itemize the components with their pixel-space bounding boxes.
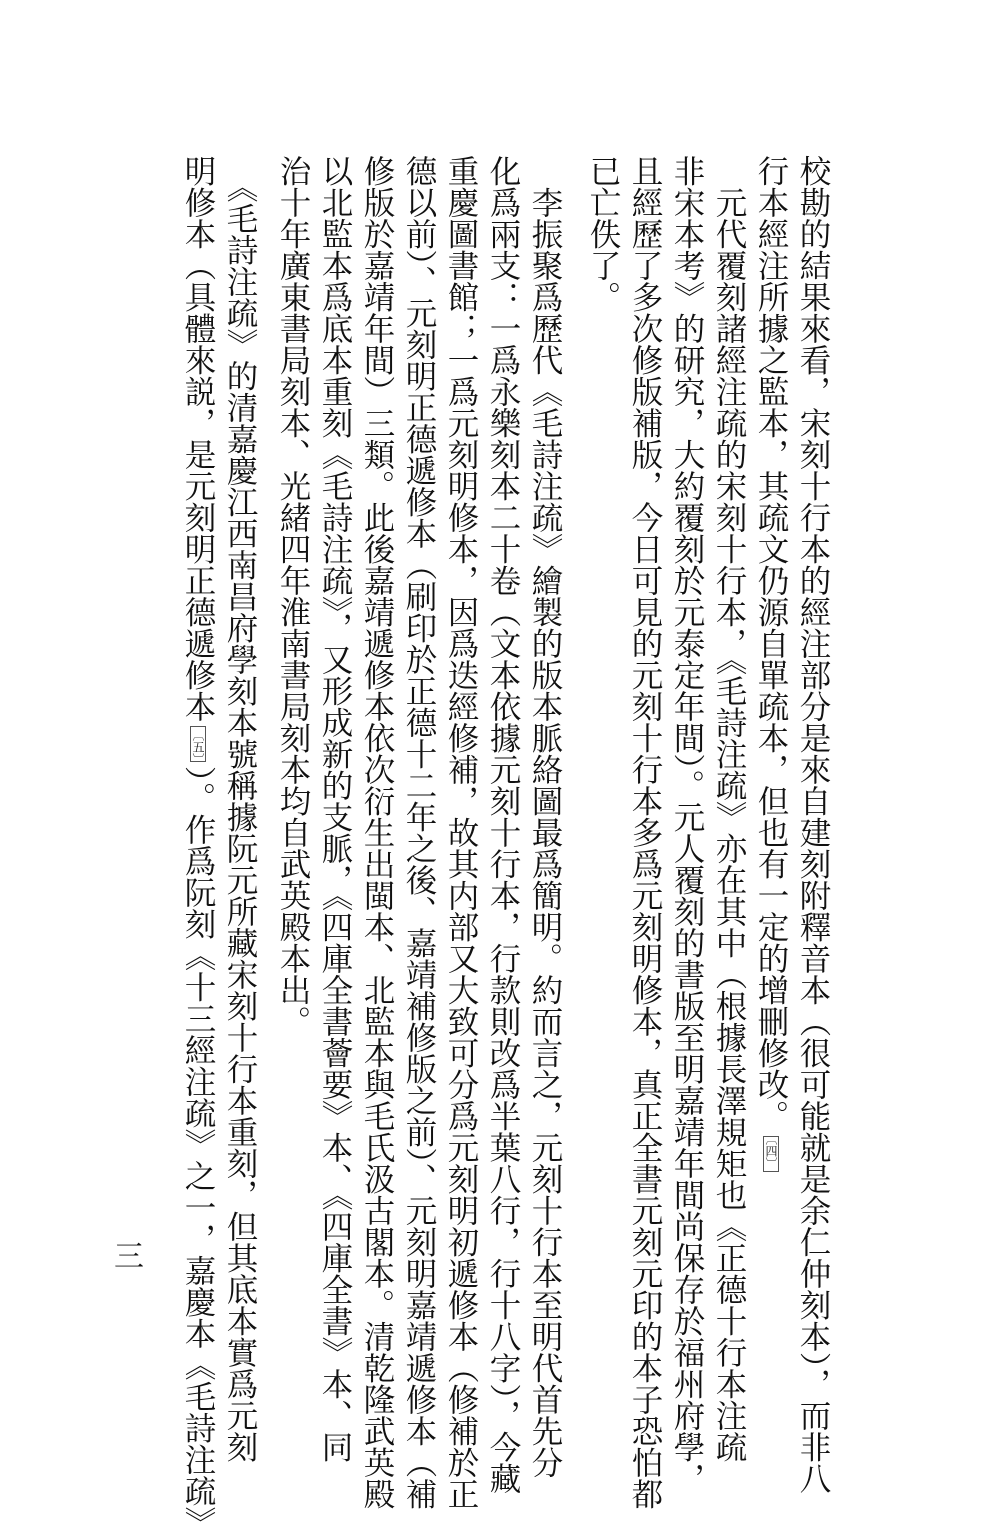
page-number: 三 — [108, 1240, 143, 1270]
column-text: 德以前）、元刻明正德遞修本（刷印於正德十二年之後、嘉靖補修版之前）、元刻明嘉靖遞修本（補 — [401, 155, 437, 1510]
text-column-15 — [178, 155, 218, 1538]
column-text: 修版於嘉靖年間）三類。此後嘉靖遞修本依次衍生出閩本、北監本與毛氏汲古閣本。清乾隆武英殿 — [359, 155, 395, 1510]
column-text: ）。作爲阮刻《十三經注疏》之一，嘉慶本《毛詩注疏》 — [180, 766, 216, 1538]
column-text: 明修本（具體來説，是元刻明正德遞修本 — [180, 155, 216, 722]
footnote-marker: 〔五〕 — [190, 726, 206, 762]
footnote-marker: 〔四〕 — [763, 1136, 779, 1172]
column-text: 非宋本考》的研究，大約覆刻於元泰定年間）。元人覆刻的書版至明嘉靖年間尚保存於福州府學， — [669, 155, 705, 1494]
text-column-12 — [315, 155, 355, 1462]
column-text: 李振聚爲歷代《毛詩注疏》繪製的版本脈絡圖最爲簡明。約而言之，元刻十行本至明代首先分 — [527, 155, 563, 1478]
column-text: 治十年廣東書局刻本、光緒四年淮南書局刻本均自武英殿本出。 — [275, 155, 311, 1037]
column-text: 以北監本爲底本重刻《毛詩注疏》，又形成新的支脈，《四庫全書薈要》本、《四庫全書》本、同 — [317, 155, 353, 1463]
column-text: 元代覆刻諸經注疏的宋刻十行本，《毛詩注疏》亦在其中（根據長澤規矩也《正德十行本注疏 — [711, 155, 747, 1463]
text-column-9 — [441, 155, 481, 1510]
text-column-7 — [525, 155, 565, 1478]
column-text: 《毛詩注疏》的清嘉慶江西南昌府學刻本號稱據阮元所藏宋刻十行本重刻，但其底本實爲元刻 — [222, 155, 258, 1463]
text-column-4 — [667, 155, 707, 1494]
text-column-3 — [709, 155, 749, 1462]
text-column-8 — [483, 155, 523, 1494]
text-column-11 — [357, 155, 397, 1510]
text-column-6 — [583, 155, 623, 313]
text-column-2 — [751, 155, 791, 1176]
text-column-5 — [625, 155, 665, 1510]
column-text: 重慶圖書館；一爲元刻明修本，因爲迭經修補，故其内部又大致可分爲元刻明初遞修本（修補於正 — [443, 155, 479, 1510]
column-text: 且經歷了多次修版補版，今日可見的元刻十行本多爲元刻明修本，真正全書元刻元印的本子恐怕都 — [627, 155, 663, 1510]
column-text: 化爲兩支：一爲永樂刻本二十卷（文本依據元刻十行本，行款則改爲半葉八行，行十八字），今藏 — [485, 155, 521, 1494]
column-text: 校勘的結果來看，宋刻十行本的經注部分是來自建刻附釋音本（很可能就是余仁仲刻本），而非八 — [795, 155, 831, 1494]
column-text: 已亡佚了。 — [585, 155, 621, 313]
column-text: 行本經注所據之監本，其疏文仍源自單疏本，但也有一定的增刪修改。 — [753, 155, 789, 1132]
text-column-14 — [220, 155, 260, 1462]
text-column-13 — [273, 155, 313, 1037]
text-column-1 — [793, 155, 833, 1494]
text-column-10 — [399, 155, 439, 1510]
